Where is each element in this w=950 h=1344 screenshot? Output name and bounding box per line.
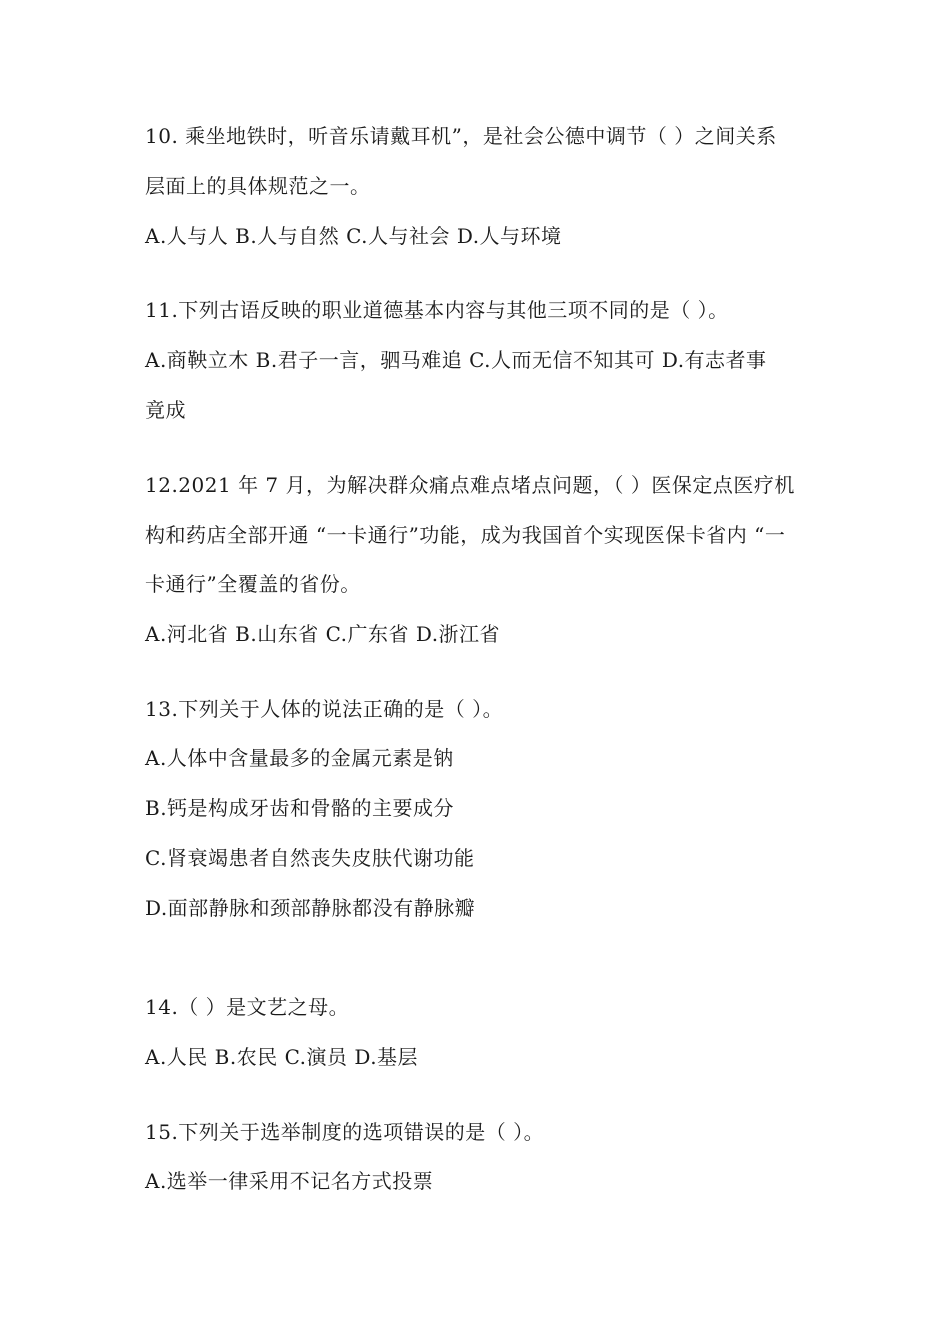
question-14-options: A.人民 B.农民 C.演员 D.基层: [145, 1045, 419, 1069]
question-13-stem: 13.下列关于人体的说法正确的是（ ）。: [145, 697, 504, 721]
question-14-stem: 14.（ ）是文艺之母。: [145, 995, 350, 1019]
question-12-options: A.河北省 B.山东省 C.广东省 D.浙江省: [145, 622, 501, 646]
question-15-option-a: A.选举一律采用不记名方式投票: [145, 1169, 434, 1193]
question-13-option-d: D.面部静脉和颈部静脉都没有静脉瓣: [145, 896, 476, 920]
question-12-stem-line-1: 12.2021 年 7 月，为解决群众痛点难点堵点问题，（ ）医保定点医疗机: [145, 473, 795, 497]
question-11-options-line-1: A.商鞅立木 B.君子一言，驷马难追 C.人而无信不知其可 D.有志者事: [145, 348, 767, 372]
question-11-stem: 11.下列古语反映的职业道德基本内容与其他三项不同的是（ ）。: [145, 298, 729, 322]
question-10-stem-line-2: 层面上的具体规范之一。: [145, 174, 371, 198]
question-10-options: A.人与人 B.人与自然 C.人与社会 D.人与环境: [145, 224, 562, 248]
question-13-option-b: B.钙是构成牙齿和骨骼的主要成分: [145, 796, 455, 820]
question-12-stem-line-2: 构和药店全部开通 “一卡通行”功能，成为我国首个实现医保卡省内 “一: [145, 523, 786, 547]
question-13-option-a: A.人体中含量最多的金属元素是钠: [145, 746, 454, 770]
question-11-options-line-2: 竟成: [145, 398, 186, 422]
question-15-stem: 15.下列关于选举制度的选项错误的是（ ）。: [145, 1120, 545, 1144]
question-13-option-c: C.肾衰竭患者自然丧失皮肤代谢功能: [145, 846, 475, 870]
question-10-stem-line-1: 10. 乘坐地铁时，听音乐请戴耳机”，是社会公德中调节（ ）之间关系: [145, 124, 777, 148]
question-12-stem-line-3: 卡通行”全覆盖的省份。: [145, 572, 361, 596]
